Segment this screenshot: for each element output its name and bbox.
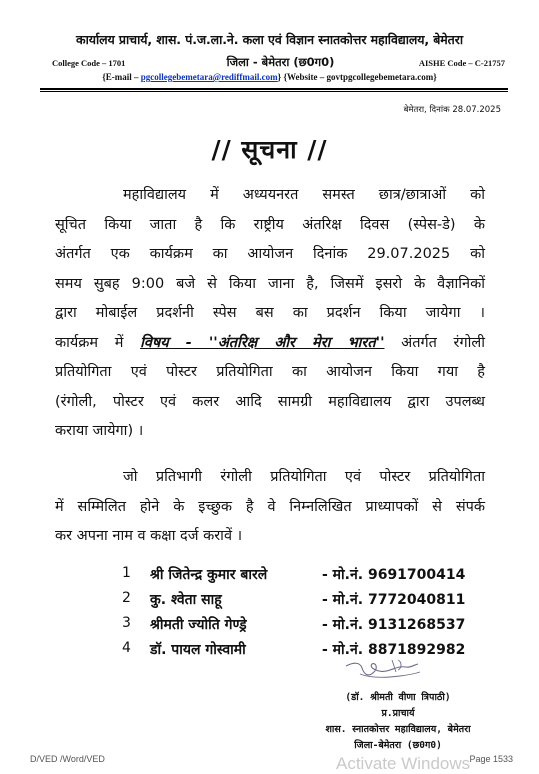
- contact-name: श्री जितेन्द्र कुमार बारले: [150, 567, 268, 583]
- handwritten-signature: [340, 652, 426, 688]
- paragraph-line: अंतर्गत एक कार्यक्रम का आयोजन दिनांक 29.07.2025 को: [55, 246, 485, 262]
- topic-title: विषय - ''अंतरिक्ष और मेरा भारत'': [140, 334, 385, 351]
- contact-mobile: - मो.नं. 9691700414: [322, 567, 466, 583]
- header-divider: [40, 88, 508, 90]
- signatory-name: (डॉ. श्रीमती वीणा त्रिपाठी): [345, 692, 451, 703]
- signature-icon: [340, 652, 426, 688]
- college-code: College Code – 1701: [52, 58, 126, 68]
- paragraph-line-topic: [55, 329, 485, 359]
- topic-lead: कार्यक्रम में: [55, 334, 141, 351]
- email-prefix: {E-mail –: [102, 72, 141, 82]
- paragraph-line: जो प्रतिभागी रंगोली प्रतियोगिता एवं पोस्टर प्रतियोगिता: [123, 469, 485, 485]
- contact-mobile: - मो.नं. 8871892982: [322, 642, 466, 658]
- paragraph-line: कराया जायेगा) ।: [55, 423, 144, 439]
- paragraph-line: द्वारा मोबाईल प्रदर्शनी स्पेस बस का प्रदर्शन किया जायेगा ।: [55, 305, 485, 321]
- paragraph-line: में सम्मिलित होने के इच्छुक है वे निम्नलिखित प्राध्यापकों से संपर्क: [55, 498, 485, 515]
- topic-tail: अंतर्गत रंगोली: [384, 334, 485, 351]
- aishe-code: AISHE Code – C-21757: [418, 58, 505, 68]
- signatory-block: [280, 690, 516, 754]
- contact-number: 1: [122, 565, 131, 581]
- office-title: कार्यालय प्राचार्य, शास. पं.ज.ला.ने. कला एवं विज्ञान स्नातकोत्तर महाविद्यालय, बेमेतरा: [76, 32, 463, 47]
- page-number: Page 1533: [469, 754, 513, 764]
- paragraph-line: सूचित किया जाता है कि राष्ट्रीय अंतरिक्ष दिवस (स्पेस-डे) के: [55, 216, 485, 233]
- contact-mobile: - मो.नं. 7772040811: [322, 592, 466, 608]
- contact-number: 2: [122, 590, 131, 606]
- date-line: बेमेतरा, दिनांक 28.07.2025: [403, 105, 501, 115]
- signatory-designation: प्र.प्राचार्य: [381, 708, 415, 719]
- activate-windows-watermark: Activate Windows: [336, 754, 471, 773]
- contact-name: कु. श्वेता साहू: [150, 592, 222, 608]
- paragraph-main: [55, 181, 485, 447]
- contact-mobile: - मो.नं. 9131268537: [322, 617, 466, 633]
- paragraph-participants: [55, 463, 485, 552]
- paragraph-line: कर अपना नाम व कक्षा दर्ज करावें ।: [55, 528, 243, 544]
- header-codes-row: [52, 56, 509, 70]
- contact-name: डॉ. पायल गोस्वामी: [150, 642, 246, 658]
- paragraph-line: समय सुबह 9:00 बजे से किया जाना है, जिसमें इसरो के वैज्ञानिकों: [55, 275, 485, 292]
- contact-number: 3: [122, 615, 131, 631]
- footer-path: D/VED /Word/VED: [30, 754, 105, 764]
- district-line: जिला - बेमेतरा (छ0ग0): [226, 55, 335, 69]
- header-divider-thin: [40, 91, 508, 92]
- contact-number: 4: [122, 640, 131, 656]
- website-text: } {Website – govtpgcollegebemetara.com}: [277, 72, 437, 82]
- paragraph-line: प्रतियोगिता एवं पोस्टर प्रतियोगिता का आयोजन किया गया है: [55, 364, 485, 380]
- paragraph-line: (रंगोली, पोस्टर एवं कलर आदि सामग्री महाविद्यालय द्वारा उपलब्ध: [55, 393, 485, 410]
- signatory-institution: शास. स्नातकोत्तर महाविद्यालय, बेमेतरा: [325, 724, 471, 735]
- email-link[interactable]: pgcollegebemetara@rediffmail.com: [140, 72, 278, 82]
- signatory-district: जिला-बेमेतरा (छ0ग0): [354, 740, 442, 751]
- contact-links: [0, 72, 539, 82]
- paragraph-line: महाविद्यालय में अध्ययनरत समस्त छात्र/छात्राओं को: [123, 187, 485, 203]
- contact-name: श्रीमती ज्योति गेण्ड्रे: [150, 617, 247, 633]
- notice-heading: // सूचना //: [211, 135, 328, 164]
